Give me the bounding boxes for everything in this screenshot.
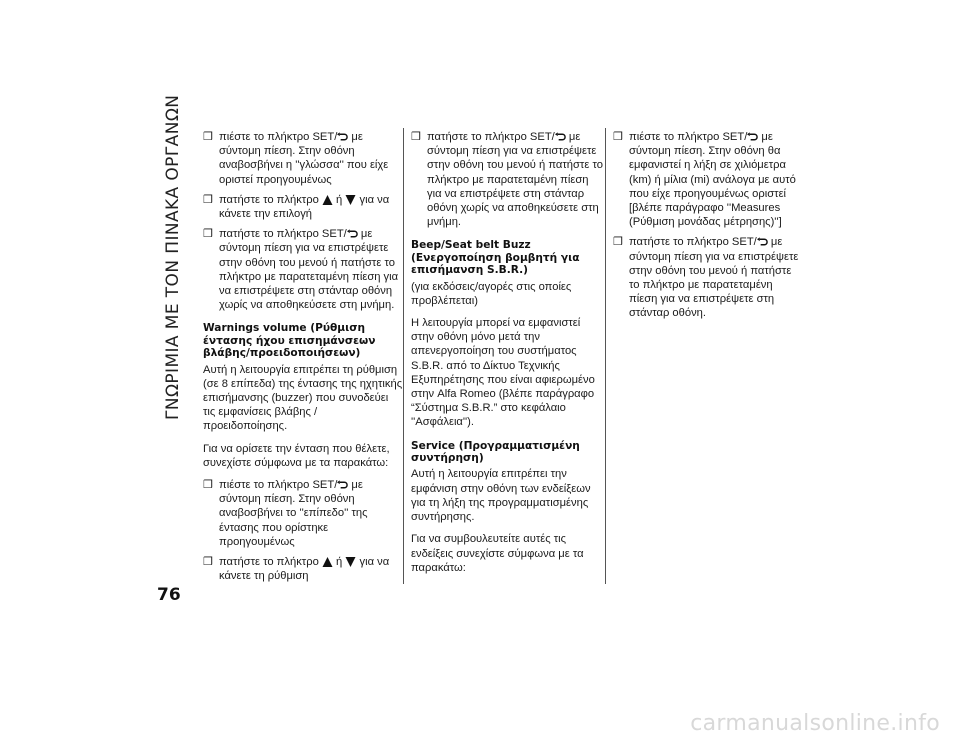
return-arrow-icon [757, 237, 768, 247]
list-item: ❒ πατήστε το πλήκτρο SET/ με σύντομη πίεση για να επιστρέψετε στην οθόνη του μενού ή πατήστε το πλήκτρο με παρατεταμένη πίεση για να επιστρέψετε στη στάνταρ οθόνη χωρίς να αποθηκεύσετε στη μνήμη. [203, 228, 399, 312]
column-divider [403, 128, 404, 584]
up-triangle-icon [322, 195, 333, 205]
bullet-box-icon: ❒ [203, 479, 213, 492]
list-item: ❒ πατήστε το πλήκτρο SET/ με σύντομη πίεση για να επιστρέψετε στην οθόνη του μενού ή πατήστε το πλήκτρο με παρατεταμένη πίεση για να επιστρέψετε στη στάνταρ οθόνη. [613, 236, 799, 320]
list-item: ❒ πιέστε το πλήκτρο SET/ με σύντομη πίεση. Στην οθόνη θα εμφανιστεί η λήξη σε χιλιόμετρα (km) ή μίλια (mi) ανάλογα με αυτό που είχε προηγουμένως οριστεί [βλέπε παράγραφο ''Measures (Ρύθμιση μονάδας μέτρησης)''] [613, 131, 796, 229]
return-arrow-icon [347, 229, 358, 239]
list-item: ❒ πατήστε το πλήκτρο ή για να κάνετε την επιλογή [203, 193, 390, 221]
return-arrow-icon [555, 132, 566, 142]
bullet-box-icon: ❒ [411, 131, 421, 143]
column-1 [203, 130, 403, 590]
column-divider [605, 128, 606, 584]
return-arrow-icon [747, 132, 758, 142]
list-item: ❒ πατήστε το πλήκτρο SET/ με σύντομη πίεση για να επιστρέψετε στην οθόνη του μενού ή πατήστε το πλήκτρο με παρατεταμένη πίεση για να επιστρέψετε στη στάνταρ οθόνη χωρίς να αποθηκεύσετε στη μνήμη. [411, 131, 603, 229]
bullet-box-icon: ❒ [203, 228, 213, 241]
paragraph: Αυτή η λειτουργία επιτρέπει την εμφάνιση στην οθόνη των ενδείξεων για τη λήξη της προγραμματισμένης συντήρησης. [411, 468, 591, 524]
bullet-box-icon: ❒ [203, 193, 213, 206]
watermark: carmanualsonline.info [690, 711, 940, 736]
chapter-title: ΓΝΩΡΙΜΙΑ ΜΕ ΤΟΝ ΠΙΝΑΚΑ ΟΡΓΑΝΩΝ [163, 94, 183, 420]
bullet-box-icon: ❒ [203, 131, 213, 143]
section-heading: Warnings volume (Ρύθμιση έντασης ήχου επισημάνσεων βλάβης/προειδοποιήσεων) [203, 322, 376, 360]
bullet-box-icon: ❒ [613, 236, 623, 249]
column-2 [411, 130, 603, 583]
paragraph: Για να συμβουλευτείτε αυτές τις ενδείξεις συνεχίστε σύμφωνα με τα παρακάτω: [411, 533, 584, 574]
paragraph: Η λειτουργία μπορεί να εμφανιστεί στην οθόνη μόνο μετά την απενεργοποίηση του συστήματος S.B.R. από το Δίκτυο Τεχνικής Εξυπηρέτησης που είναι αφιερωμένο στην Alfa Romeo (βλέπε παράγραφο “Σύστημα S.B.R.” στο κεφάλαιο ''Ασφάλεια''). [411, 317, 595, 429]
down-triangle-icon [345, 557, 356, 567]
section-heading: Beep/Seat belt Buzz (Ενεργοποίηση βομβητή για επισήμανση S.B.R.) [411, 239, 580, 277]
bullet-box-icon: ❒ [203, 556, 213, 569]
page-number: 76 [157, 585, 181, 605]
list-item: ❒ πιέστε το πλήκτρο SET/ με σύντομη πίεση. Στην οθόνη αναβοσβήνει η ''γλώσσα'' που είχε οριστεί προηγουμένως [203, 131, 389, 186]
list-item: ❒ πατήστε το πλήκτρο ή για να κάνετε τη ρύθμιση [203, 556, 390, 583]
paragraph: Για να ορίσετε την ένταση που θέλετε, συνεχίστε σύμφωνα με τα παρακάτω: [203, 442, 390, 469]
section-heading: Service (Προγραμματισμένη συντήρηση) [411, 439, 580, 465]
list-item: ❒ πιέστε το πλήκτρο SET/ με σύντομη πίεση. Στην οθόνη αναβοσβήνει το ''επίπεδο'' της έντασης που ορίστηκε προηγουμένως [203, 479, 368, 548]
up-triangle-icon [322, 557, 333, 567]
return-arrow-icon [337, 480, 348, 490]
section-subheading: (για εκδόσεις/αγορές στις οποίες προβλέπεται) [411, 280, 572, 307]
down-triangle-icon [345, 195, 356, 205]
bullet-box-icon: ❒ [613, 131, 623, 143]
paragraph: Αυτή η λειτουργία επιτρέπει τη ρύθμιση (σε 8 επίπεδα) της έντασης της ηχητικής επισήμανσης (buzzer) που συνοδεύει τις εμφανίσεις βλάβης / προειδοποίησης. [203, 363, 403, 433]
return-arrow-icon [337, 132, 348, 142]
column-3 [613, 130, 803, 327]
